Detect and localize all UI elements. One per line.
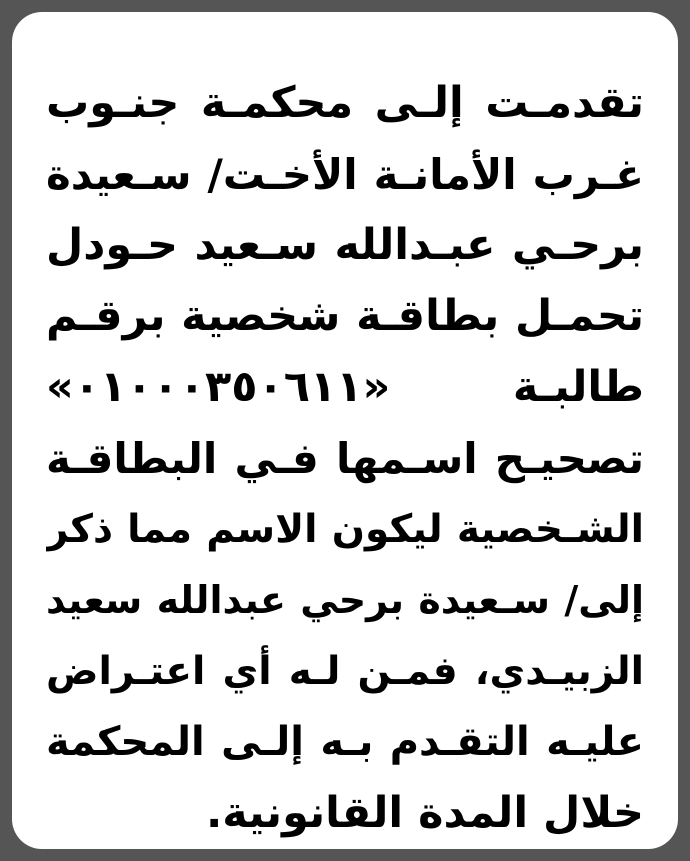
notice-line-7: الشـخصية ليكون الاسم مما ذكر: [46, 507, 644, 552]
notice-line-8: إلى/ سـعيدة برحي عبدالله سعيد: [46, 578, 644, 622]
notice-line-3: برحـي عبـدالله سـعيد حـودل: [46, 220, 644, 270]
card-number: «٠١٠٠٠٣٥٠٦١١»: [46, 362, 391, 412]
notice-line-10: عليـه التقـدم بـه إلـى المحكمة: [46, 719, 644, 765]
notice-card: [12, 12, 678, 849]
notice-line-5: [46, 352, 644, 423]
notice-line-6: تصحيـح اسـمها فـي البطاقـة: [46, 434, 644, 483]
notice-request-word: طالبـة: [512, 362, 644, 412]
notice-line-4: تحمـل بطاقـة شخصية برقـم: [46, 291, 644, 341]
notice-line-2: غـرب الأمانـة الأخـت/ سـعيدة: [46, 150, 644, 199]
notice-line-11: خلال المدة القانونية.: [205, 788, 644, 838]
notice-line-1: تقدمـت إلـى محكمـة جنـوب: [46, 78, 644, 128]
notice-line-9: الزبيـدي، فمـن لـه أي اعتـراض: [46, 649, 644, 694]
notice-body: [46, 68, 644, 849]
